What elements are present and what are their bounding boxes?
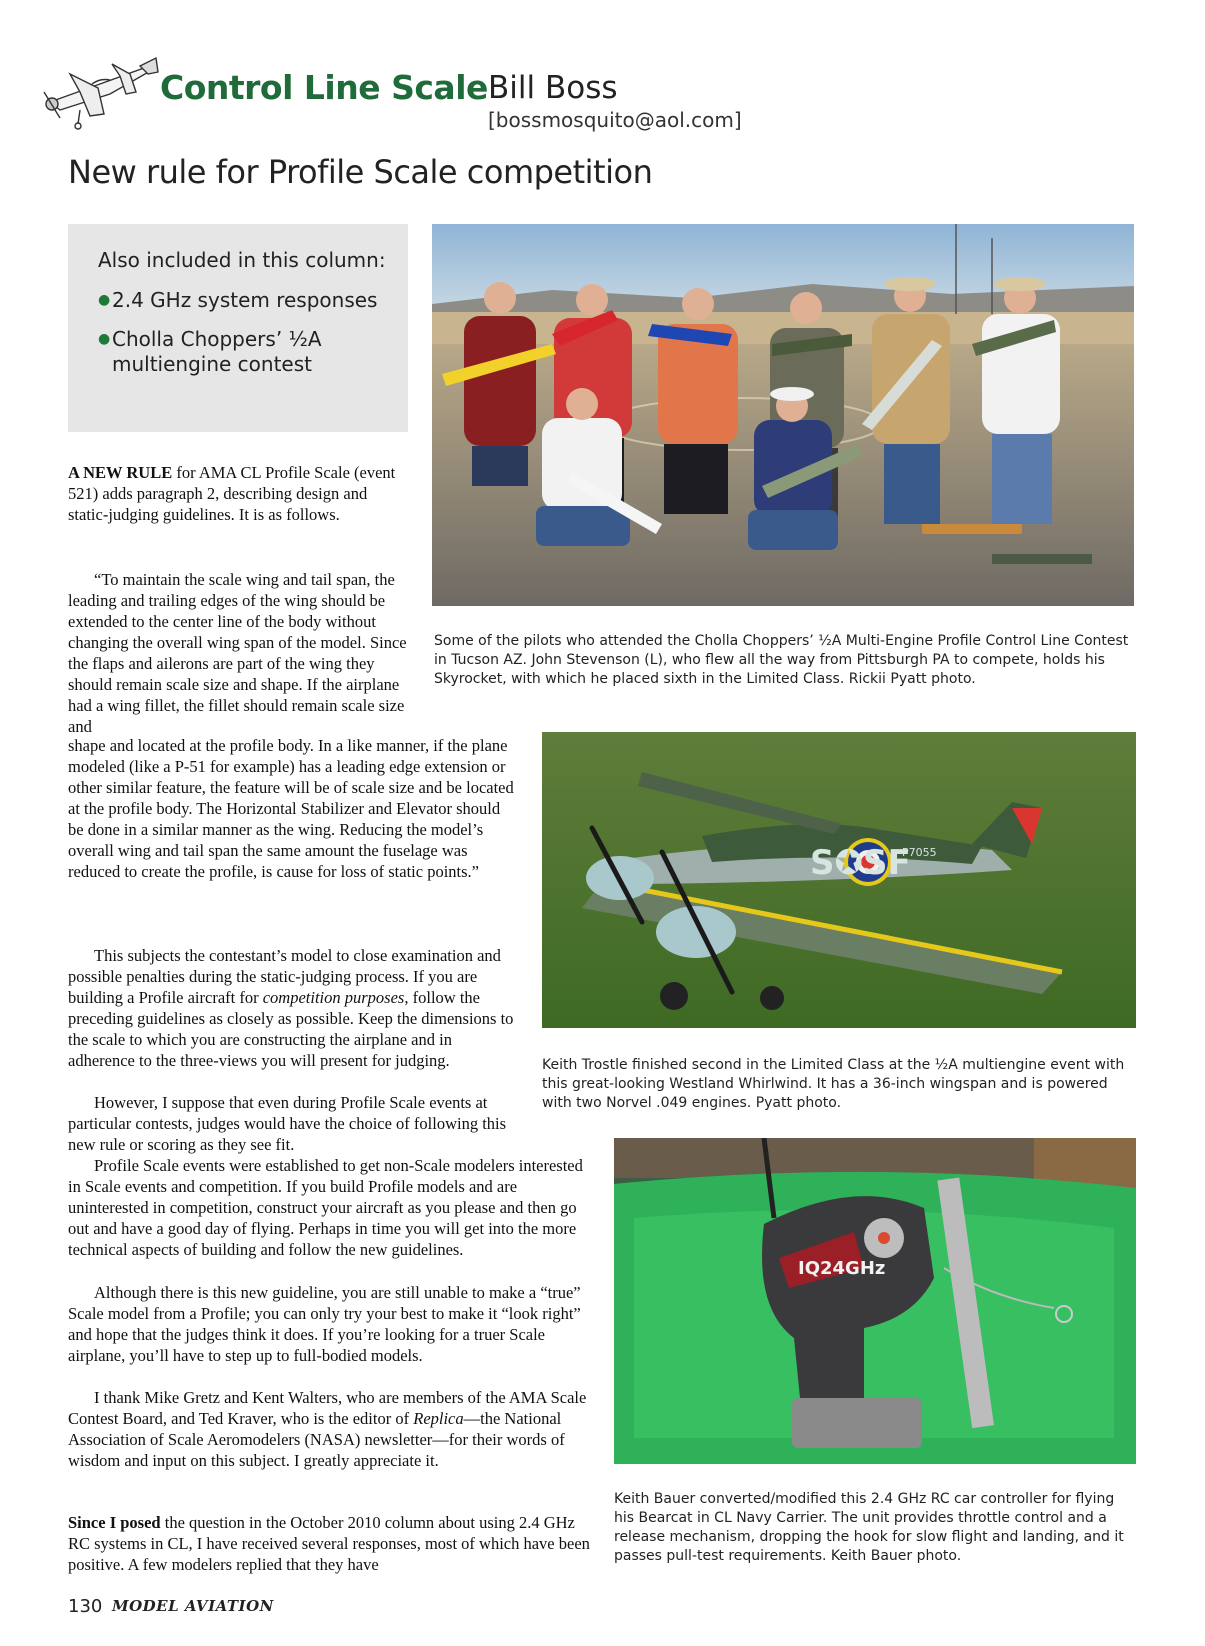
- photo-rc-controller: [614, 1138, 1136, 1464]
- lead-in: A NEW RULE: [68, 463, 173, 482]
- also-included-heading: Also included in this column:: [98, 248, 386, 272]
- page-number: 130: [68, 1596, 103, 1617]
- caption-photo-controller: Keith Bauer converted/modified this 2.4 GHz RC car controller for flying his Bearcat in CL Navy Carrier. The unit provides throttle control and a release mechanism, dropping the hook for slow flight and landing, and it passes pull-test requirements. Keith Bauer photo.: [614, 1491, 1124, 1564]
- lead-in: Since I posed: [68, 1513, 161, 1532]
- body-paragraph-7: I thank Mike Gretz and Kent Walters, who are members of the AMA Scale Contest Board, and Ted Kraver, who is the editor of Replica—the National Association of Scale Aeromodelers (NASA) newsletter—for their words of wisdom and input on this subject. I greatly appreciate it.: [68, 1388, 587, 1470]
- bullet-icon: ●: [98, 331, 111, 347]
- column-logo-airplane: [40, 44, 162, 142]
- list-item: ● 2.4 GHz system responses: [98, 288, 378, 312]
- body-paragraph-2a: “To maintain the scale wing and tail span, the leading and trailing edges of the wing should be extended to the center line of the body without changing the overall wing span of the model. Since the flaps and ailerons are part of the wing they should remain scale size and shape. If the airplane had a wing fillet, the fillet should remain scale size and: [68, 570, 407, 736]
- column-title: Control Line Scale: [160, 68, 488, 107]
- body-paragraph-1: A NEW RULE for AMA CL Profile Scale (event 521) adds paragraph 2, describing design and static-judging guidelines. It is as follows.: [68, 463, 396, 524]
- caption-photo-whirlwind: Keith Trostle finished second in the Limited Class at the ½A multiengine event with this great-looking Westland Whirlwind. It has a 36-inch wingspan and is powered with two Norvel .049 engines. Pyatt photo.: [542, 1057, 1125, 1111]
- also-included-box: [68, 224, 408, 432]
- magazine-name: MODEL AVIATION: [112, 1597, 274, 1615]
- author-name: Bill Boss: [488, 70, 618, 106]
- body-paragraph-2b: shape and located at the profile body. In a like manner, if the plane modeled (like a P-51 for example) has a leading edge extension or other similar feature, the feature will be of scale size and be located at the profile body. The Horizontal Stabilizer and Elevator should be done in a similar manner as the wing. Reducing the model’s overall wing and tail span the same amount the fuselage was reduced to create the profile, is cause for loss of static points.”: [68, 736, 514, 881]
- body-paragraph-3: This subjects the contestant’s model to close examination and possible penalties during the static-judging process. If you are building a Profile aircraft for competition purposes, follow the preceding guidelines as closely as possible. Keep the dimensions to the scale to which you are constructing the airplane and in adherence to the three-views you will present for judging.: [68, 946, 514, 1070]
- body-paragraph-8: Since I posed the question in the October 2010 column about using 2.4 GHz RC systems in CL, I have received several responses, most of which have been positive. A few modelers replied that they have: [68, 1513, 590, 1574]
- body-paragraph-5: Profile Scale events were established to get non-Scale modelers interested in Scale events and competition. If you build Profile models and are uninterested in competition, construct your aircraft as you please and then go out and have a good day of flying. Perhaps in time you will get into the more technical aspects of building and follow the new guidelines.: [68, 1156, 583, 1259]
- caption-photo-pilots: Some of the pilots who attended the Cholla Choppers’ ½A Multi-Engine Profile Control Line Contest in Tucson AZ. John Stevenson (L), who flew all the way from Pittsburgh PA to compete, holds his Skyrocket, with which he placed sixth in the Limited Class. Rickii Pyatt photo.: [434, 633, 1129, 687]
- photo-pilots-group: [432, 224, 1134, 606]
- article-headline: New rule for Profile Scale competition: [68, 153, 653, 191]
- list-item: ● Cholla Choppers’ ½A multiengine contest: [98, 327, 322, 376]
- aircraft-code-label: S✪SF: [810, 843, 911, 883]
- bullet-icon: ●: [98, 292, 111, 308]
- photo-westland-whirlwind: [542, 732, 1136, 1028]
- aircraft-serial-label: P7055: [902, 846, 937, 859]
- author-email[interactable]: [bossmosquito@aol.com]: [488, 108, 742, 132]
- body-paragraph-4: However, I suppose that even during Profile Scale events at particular contests, judges would have the choice of following this new rule or scoring as they see fit.: [68, 1093, 507, 1154]
- also-included-list: [98, 288, 388, 377]
- controller-brand-label: IQ24GHz: [798, 1258, 886, 1279]
- body-paragraph-6: Although there is this new guideline, you are still unable to make a “true” Scale model from a Profile; you can only try your best to make it “look right” and hope that the judges think it does. If you’re looking for a truer Scale airplane, you’ll have to step up to full-bodied models.: [68, 1283, 581, 1365]
